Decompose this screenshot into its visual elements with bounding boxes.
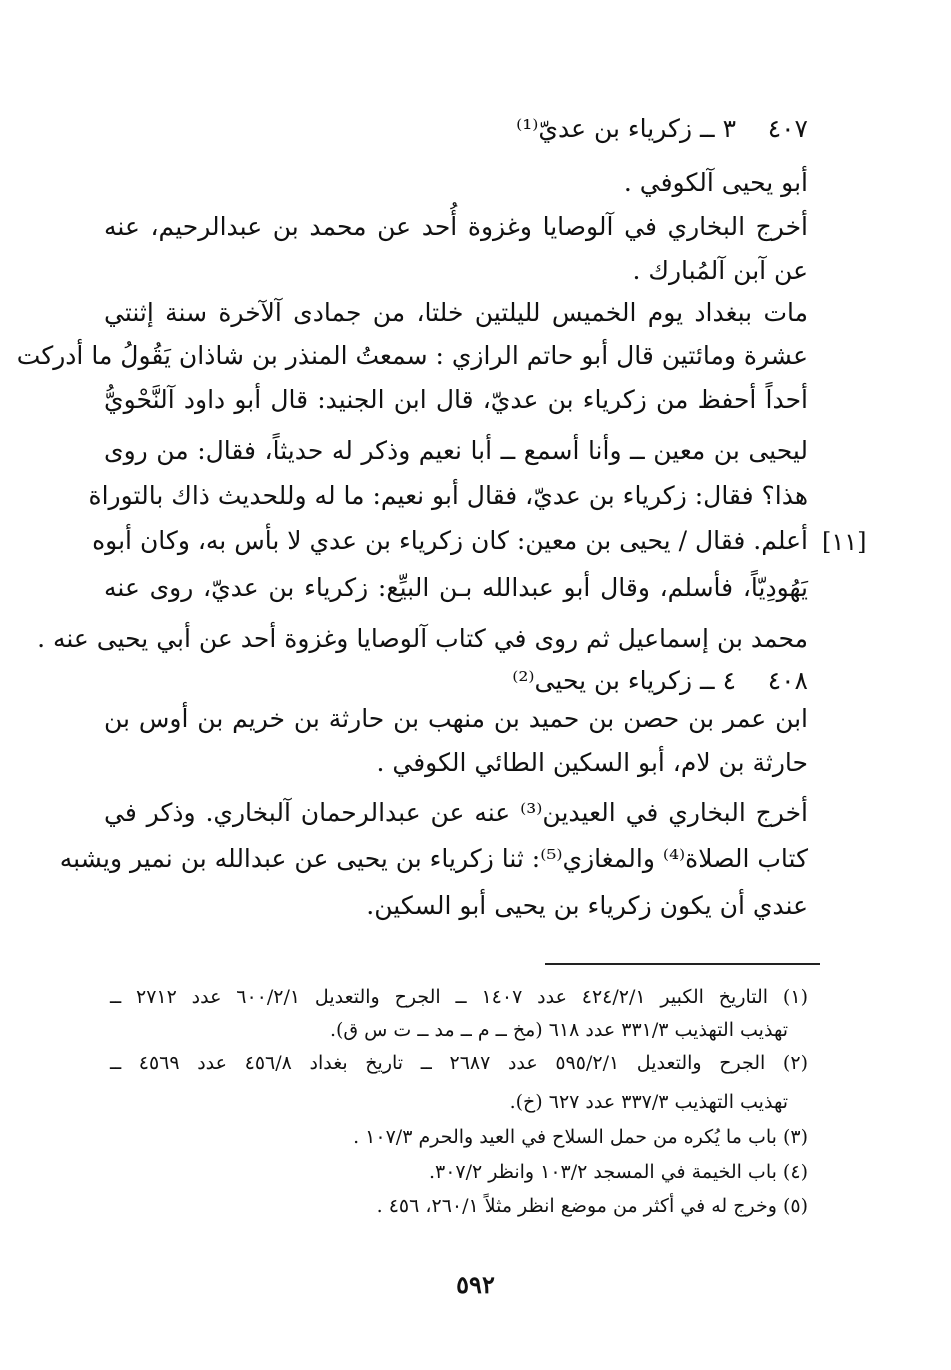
body-line: أحداً أحفظ من زكرياء بن عديّ، قال ابن الجنيد: قال أبو داود آلنَّحْويُّ — [104, 385, 808, 414]
body-line: أبو يحيى آلكوفي . — [623, 168, 808, 197]
body-line: أخرج البخاري في آلوصايا وغزوة أُحد عن محمد بن عبدالرحيم، عنه — [104, 212, 808, 241]
body-line: أعلم. فقال / يحيى بن معين: كان زكرياء بن عدي لا بأس به، وكان أبوه — [92, 526, 808, 555]
body-line: كتاب الصلاة⁽⁴⁾ والمغازي⁽⁵⁾: ثنا زكرياء بن يحيى عن عبدالله بن نمير ويشبه — [59, 844, 808, 873]
entry-number: ٤٠٧ — [767, 114, 808, 143]
entry-number: ٤٠٨ — [767, 666, 808, 695]
footnote-line: تهذيب التهذيب ٣٣٧/٣ عدد ٦٢٧ (خ). — [509, 1091, 788, 1113]
body-line: ليحيى بن معين ــ وأنا أسمع ــ أبا نعيم وذكر له حديثاً، فقال: من روى — [104, 436, 808, 465]
body-line: محمد بن إسماعيل ثم روى في كتاب آلوصايا وغزوة أحد عن أبي يحيى عنه . — [37, 624, 808, 653]
body-line: ابن عمر بن حصن بن حميد بن منهب بن حارثة بن خريم بن أوس بن — [104, 704, 808, 733]
body-line: أخرج البخاري في العيدين⁽³⁾ عنه عن عبدالرحمان آلبخاري. وذكر في — [104, 798, 808, 827]
footnote-line: (٤) باب الخيمة في المسجد ١٠٣/٢ وانظر ٣٠٧/٢. — [428, 1161, 808, 1183]
footnote-line: (٥) وخرج له في أكثر من موضع انظر مثلاً ٢٦٠/١، ٤٥٦ . — [376, 1195, 808, 1217]
body-line: حارثة بن لام، أبو السكين الطائي الكوفي . — [376, 748, 808, 777]
body-line: عندي أن يكون زكرياء بن يحيى أبو السكين. — [366, 891, 808, 920]
footnote-line: تهذيب التهذيب ٣٣١/٣ عدد ٦١٨ (مخ ــ م ــ مد ــ ت س ق). — [329, 1019, 788, 1041]
body-line: مات ببغداد يوم الخميس لليلتين خلتا، من جمادى آلآخرة سنة إثنتي — [104, 298, 808, 327]
page-number: ٥٩٢ — [456, 1270, 495, 1299]
footnote-line: (١) التاريخ الكبير ٤٢٤/٢/١ عدد ١٤٠٧ ــ الجرح والتعديل ٦٠٠/٢/١ عدد ٢٧١٢ ــ — [110, 986, 808, 1008]
footnote-separator — [545, 963, 820, 965]
body-line: عشرة ومائتين قال أبو حاتم الرازي : سمعتُ المنذر بن شاذان يَقُولُ ما أدركت — [16, 341, 808, 370]
body-line: هذا؟ فقال: زكرياء بن عديّ، فقال أبو نعيم: ما له وللحديث ذاك بالتوراة — [88, 481, 808, 510]
body-line: عن آبن آلمُبارك . — [632, 256, 808, 285]
entry-heading: ٣ ــ زكرياء بن عديّ⁽¹⁾ — [516, 114, 736, 143]
footnote-line: (٢) الجرح والتعديل ٥٩٥/٢/١ عدد ٢٦٨٧ ــ تاريخ بغداد ٤٥٦/٨ عدد ٤٥٦٩ ــ — [110, 1052, 808, 1074]
entry-heading: ٤ ــ زكرياء بن يحيى⁽²⁾ — [512, 666, 736, 695]
footnote-line: (٣) باب ما يُكره من حمل السلاح في العيد والحرم ١٠٧/٣ . — [353, 1126, 808, 1148]
margin-folio-marker: [١١] — [822, 528, 867, 556]
body-line: يَهُودِيّاً، فأسلم، وقال أبو عبدالله بـن البيِّع: زكرياء بن عديّ، روى عنه — [104, 573, 808, 602]
